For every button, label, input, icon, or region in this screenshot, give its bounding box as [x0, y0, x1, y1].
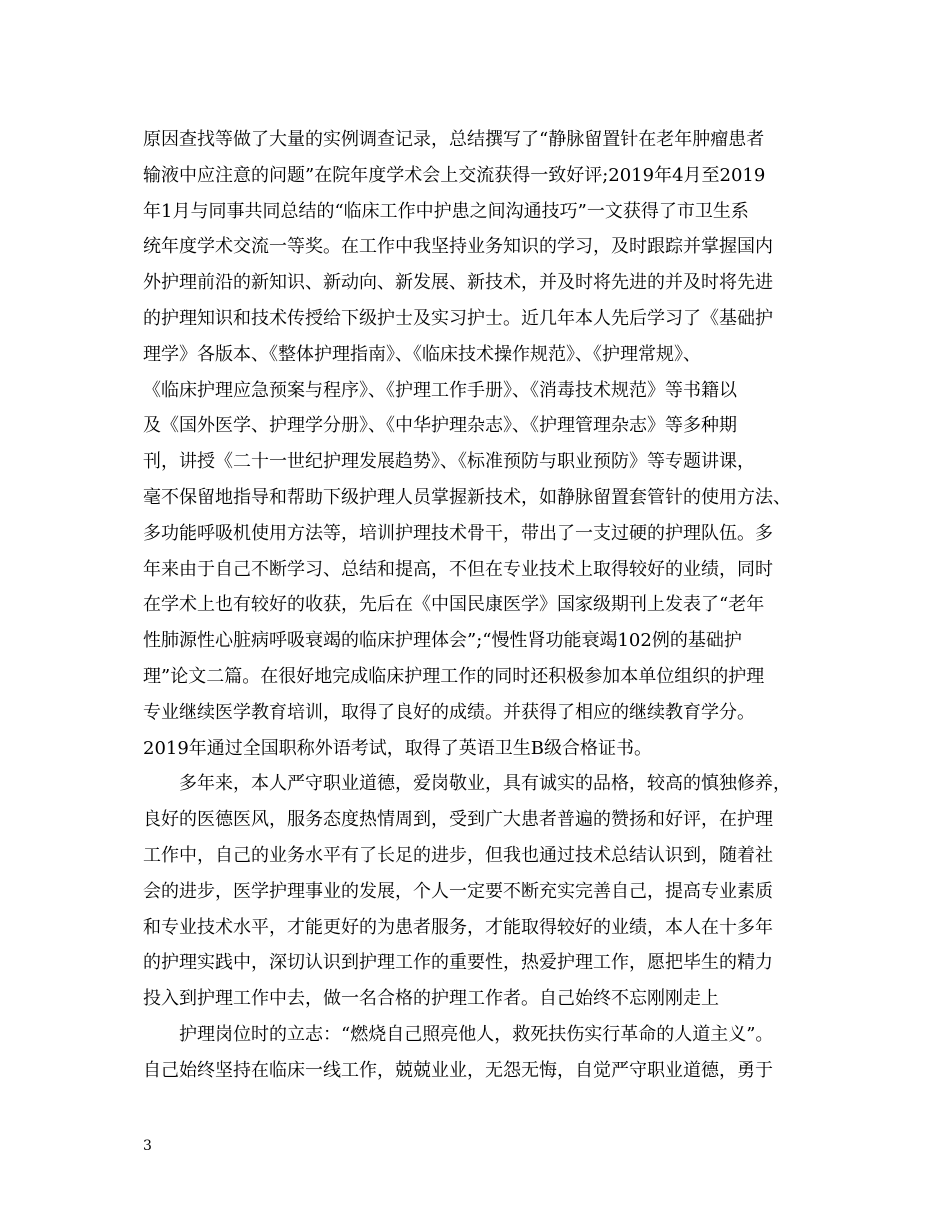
- text-line: 2019年通过全国职称外语考试，取得了英语卫生B级合格证书。: [143, 737, 653, 759]
- text-line: 护理岗位时的立志：“燃烧自己照亮他人，救死扶伤实行革命的人道主义”。: [143, 1023, 774, 1045]
- text-line: 及《国外医学、护理学分册》、《中华护理杂志》、《护理管理杂志》等多种期: [143, 415, 737, 437]
- page-number: 3: [143, 1138, 152, 1154]
- text-line: 会的进步，医学护理事业的发展，个人一定要不断充实完善自己，提高专业素质: [143, 880, 773, 902]
- text-line: 输液中应注意的问题”在院年度学术会上交流获得一致好评;2019年4月至2019: [143, 164, 766, 186]
- text-line: 专业继续医学教育培训，取得了良好的成绩。并获得了相应的继续教育学分。: [143, 701, 755, 723]
- document-body: [143, 122, 813, 1089]
- text-line: 理”论文二篇。在很好地完成临床护理工作的同时还积极参加本单位组织的护理: [143, 665, 765, 687]
- text-line: 和专业技术水平，才能更好的为患者服务，才能取得较好的业绩，本人在十多年: [143, 916, 773, 938]
- text-line: 外护理前沿的新知识、新动向、新发展、新技术，并及时将先进的并及时将先进: [143, 272, 773, 294]
- text-line: 性肺源性心脏病呼吸衰竭的临床护理体会”;“慢性肾功能衰竭102例的基础护: [143, 630, 742, 652]
- text-line: 《临床护理应急预案与程序》、《护理工作手册》、《消毒技术规范》等书籍以: [143, 379, 737, 401]
- text-line: 良好的医德医风，服务态度热情周到，受到广大患者普遍的赞扬和好评，在护理: [143, 809, 773, 831]
- text-line: 多功能呼吸机使用方法等，培训护理技术骨干，带出了一支过硬的护理队伍。多: [143, 522, 773, 544]
- text-line: 统年度学术交流一等奖。在工作中我坚持业务知识的学习，及时跟踪并掌握国内: [143, 236, 773, 258]
- text-line: 年来由于自己不断学习、总结和提高，不但在专业技术上取得较好的业绩，同时: [143, 558, 773, 580]
- text-line: 毫不保留地指导和帮助下级护理人员掌握新技术，如静脉留置套管针的使用方法、: [143, 486, 791, 508]
- text-line: 工作中，自己的业务水平有了长足的进步，但我也通过技术总结认识到，随着社: [143, 844, 773, 866]
- text-line: 多年来，本人严守职业道德，爱岗敬业，具有诚实的品格，较高的慎独修养，: [143, 773, 791, 795]
- text-line: 理学》各版本、《整体护理指南》、《临床技术操作规范》、《护理常规》、: [143, 343, 701, 365]
- text-line: 投入到护理工作中去，做一名合格的护理工作者。自己始终不忘刚刚走上: [143, 988, 719, 1010]
- text-line: 自己始终坚持在临床一线工作，兢兢业业，无怨无悔，自觉严守职业道德，勇于: [143, 1059, 773, 1081]
- text-line: 在学术上也有较好的收获，先后在《中国民康医学》国家级期刊上发表了“老年: [143, 594, 765, 616]
- text-line: 年1月与同事共同总结的“临床工作中护患之间沟通技巧”一文获得了市卫生系: [143, 200, 749, 222]
- text-line: 刊，讲授《二十一世纪护理发展趋势》、《标准预防与职业预防》等专题讲课，: [143, 451, 755, 473]
- text-line: 的护理知识和技术传授给下级护士及实习护士。近几年本人先后学习了《基础护: [143, 307, 773, 329]
- text-line: 原因查找等做了大量的实例调查记录，总结撰写了“静脉留置针在老年肿瘤患者: [143, 129, 765, 150]
- text-line: 的护理实践中，深切认识到护理工作的重要性，热爱护理工作，愿把毕生的精力: [143, 952, 773, 974]
